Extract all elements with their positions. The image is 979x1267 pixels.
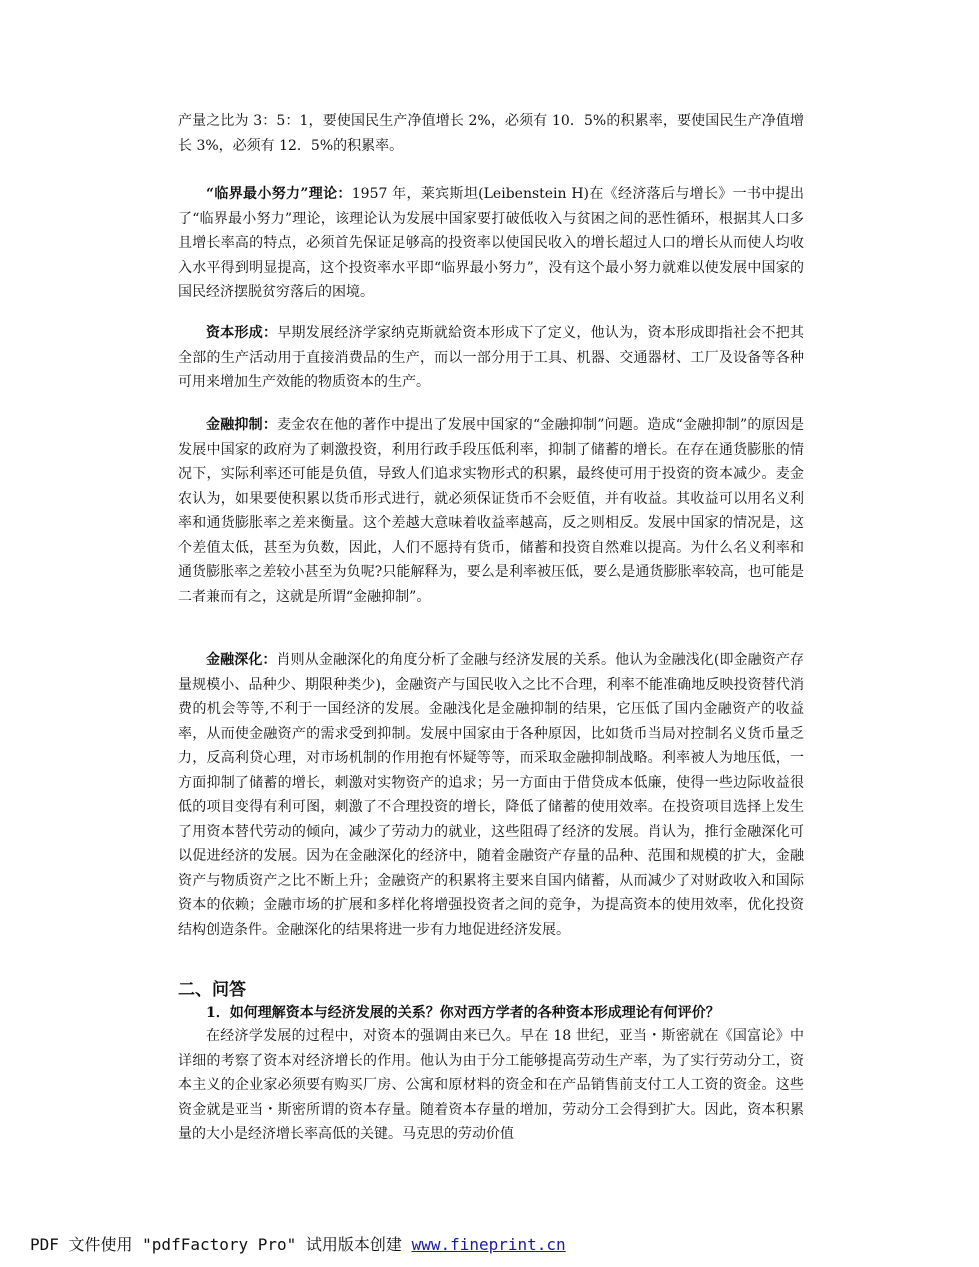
answer-paragraph: 在经济学发展的过程中，对资本的强调由来已久。早在 18 世纪，亚当・斯密就在《国富论》中详细的考察了资本对经济增长的作用。他认为由于分工能够提高劳动生产率，为了实行劳动分工，资本主义的企业家必须要有购买厂房、公寓和原材料的资金和在产品销售前支付工人工资的资金。这些资金就是亚当・斯密所谓的资本存量。随着资本存量的增加，劳动分工会得到扩大。因此，资本积累量的大小是经济增长率高低的关键。马克思的劳动价值 — [178, 1028, 804, 1142]
definition-financial-deepening: 肖则从金融深化的角度分析了金融与经济发展的关系。他认为金融浅化(即金融资产存量规模小、品种少、期限种类少)，金融资产与国民收入之比不合理，利率不能准确地反映投资替代消费的机会等等,不利于一国经济的发展。金融浅化是金融抑制的结果，它压低了国内金融资产的收益率，从而使金融资产的需求受到抑制。发展中国家由于各种原因，比如货币当局对控制名义货币量乏力，反高利贷心理，对市场机制的作用抱有怀疑等等，而采取金融抑制战略。利率被人为地压低，一方面抑制了储蓄的增长，刺激对实物资产的追求；另一方面由于借贷成本低廉，使得一些边际收益很低的项目变得有利可图，刺激了不合理投资的增长，降低了储蓄的使用效率。在投资项目选择上发生了用资本替代劳动的倾向，减少了劳动力的就业，这些阻碍了经济的发展。肖认为，推行金融深化可以促进经济的发展。因为在金融深化的经济中，随着金融资产存量的品种、范围和规模的扩大，金融资产与物质资产之比不断上升；金融资产的积累将主要来自国内储蓄，从而减少了对财政收入和国际资本的依赖；金融市场的扩展和多样化将增强投资者之间的竞争，为提高资本的使用效率，优化投资结构创造条件。金融深化的结果将进一步有力地促进经济发展。 — [178, 652, 804, 938]
paragraph-financial-repression — [178, 413, 804, 609]
footer-text: PDF 文件使用 "pdfFactory Pro" 试用版本创建 — [30, 1235, 412, 1254]
definition-financial-repression: 麦金农在他的著作中提出了发展中国家的“金融抑制”问题。造成“金融抑制”的原因是发展中国家的政府为了刺激投资，利用行政手段压低利率，抑制了储蓄的增长。在存在通货膨胀的情况下，实际利率还可能是负值，导致人们追求实物形式的积累，最终使可用于投资的资本减少。麦金农认为，如果要使积累以货币形式进行，就必须保证货币不会贬值，并有收益。其收益可以用名义利率和通货膨胀率之差来衡量。这个差越大意味着收益率越高，反之则相反。发展中国家的情况是，这个差值太低，甚至为负数，因此，人们不愿持有货币，储蓄和投资自然难以提高。为什么名义利率和通货膨胀率之差较小甚至为负呢?只能解释为，要么是利率被压低，要么是通货膨胀率较高，也可能是二者兼而有之，这就是所谓“金融抑制”。 — [178, 417, 804, 605]
term-critical-minimum-effort: “临界最小努力”理论： — [206, 186, 352, 202]
pdf-footer — [30, 1232, 566, 1255]
term-capital-formation: 资本形成： — [206, 325, 278, 341]
question-title: 1．如何理解资本与经济发展的关系？你对西方学者的各种资本形成理论有何评价？ — [206, 1005, 720, 1021]
paragraph-capital-formation — [178, 321, 804, 395]
paragraph-critical-minimum-effort — [178, 182, 804, 305]
definition-critical-minimum-effort: 1957 年，莱宾斯坦(Leibenstein H)在《经济落后与增长》一书中提出了“临界最小努力”理论，该理论认为发展中国家要打破低收入与贫困之间的恶性循环，根据其人口多且增长率高的特点，必须首先保证足够高的投资率以使国民收入的增长超过人口的增长从而使人均收入水平得到明显提高，这个投资率水平即“临界最小努力”，没有这个最小努力就难以使发展中国家的国民经济摆脱贫穷落后的困境。 — [178, 186, 804, 300]
section-heading: 二、问答 — [178, 980, 246, 1000]
paragraph-continuation: 产量之比为 3：5：1，要使国民生产净值增长 2%，必须有 10．5%的积累率，要使国民生产净值增长 3%，必须有 12．5%的积累率。 — [178, 113, 804, 154]
definition-capital-formation: 早期发展经济学家纳克斯就給资本形成下了定义，他认为，资本形成即指社会不把其全部的生产活动用于直接消费品的生产，而以一部分用于工具、机器、交通器材、工厂及设备等各种可用来增加生产效能的物质资本的生产。 — [178, 325, 805, 390]
fineprint-link[interactable]: www.fineprint.cn — [411, 1235, 566, 1254]
paragraph-financial-deepening — [178, 648, 804, 942]
term-financial-deepening: 金融深化： — [206, 652, 277, 668]
term-financial-repression: 金融抑制： — [206, 417, 278, 433]
